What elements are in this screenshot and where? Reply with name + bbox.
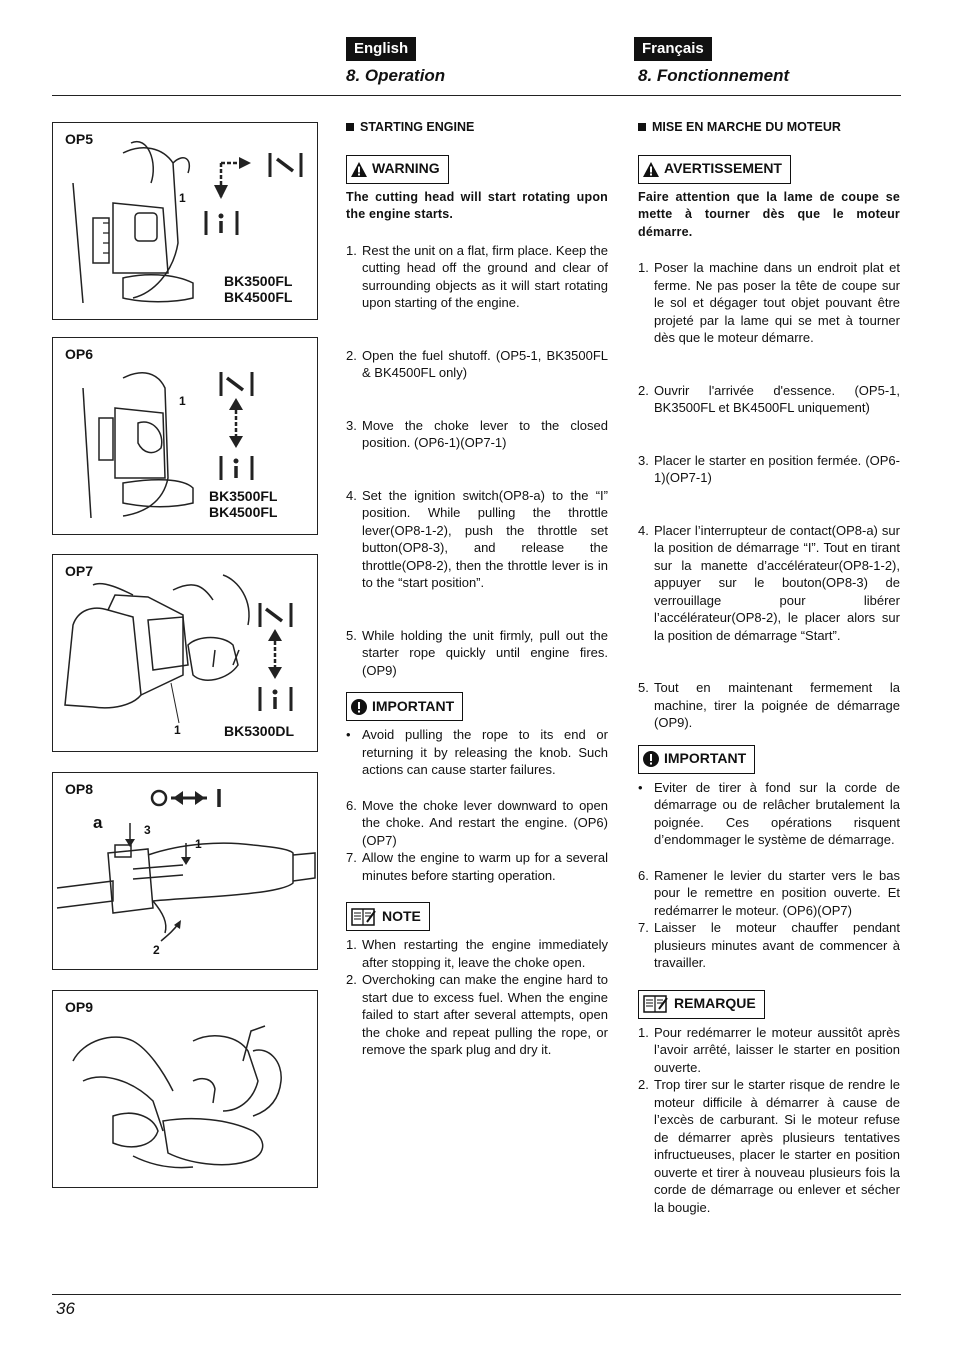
important-text: Eviter de tirer à fond sur la corde de démarrage ou de relâcher brutalement la poignée. Ces opérations risquent d’endommager le système de démarrage.	[654, 779, 900, 847]
step-number: 1.	[638, 260, 649, 275]
note-number: 1.	[346, 937, 357, 952]
model-label: BK3500FL	[209, 488, 278, 504]
step-number: 7.	[346, 850, 357, 865]
note-text: Pour redémarrer le moteur aussitôt après l’avoir arrêté, laisser le starter en position ouverte.	[654, 1024, 900, 1075]
figure-op5	[52, 122, 318, 320]
list-item	[346, 797, 608, 850]
figure-label-op8: OP8	[65, 781, 94, 797]
model-label: BK4500FL	[209, 504, 278, 520]
step-text: While holding the unit firmly, pull out the starter rope quickly until engine fires. (OP9)	[362, 627, 608, 678]
note-number: 2.	[346, 972, 357, 987]
step-number: 6.	[638, 867, 649, 883]
figure-op9	[52, 990, 318, 1188]
note-label: NOTE	[382, 907, 421, 924]
important-text: Avoid pulling the rope to its end or returning it by releasing the knob. Such actions can cause starter failures.	[362, 727, 608, 777]
note-book-icon	[351, 908, 377, 926]
step-number: 2.	[346, 347, 357, 363]
list-item	[638, 919, 900, 972]
model-label: BK5300DL	[224, 723, 295, 739]
list-item	[346, 627, 608, 680]
square-bullet-icon	[638, 123, 646, 131]
step-text: Poser la machine dans un endroit plat et ferme. Ne pas poser la tête de coupe sur le sol et dégager tout objet pouvant être projeté par la lame qui se met à tourner dès que le moteur démarre.	[654, 260, 900, 345]
warning-label: AVERTISSEMENT	[664, 160, 782, 177]
square-bullet-icon	[346, 123, 354, 131]
step-text: Tout en maintenant fermement la machine, tirer la poignée de démarrage (OP9).	[654, 680, 900, 730]
figure-label-op6: OP6	[65, 346, 94, 362]
warning-triangle-icon	[351, 162, 367, 177]
callout-2: 2	[153, 943, 160, 957]
step-text: Placer le starter en position fermée. (OP6-1)(OP7-1)	[654, 452, 900, 485]
note-label: REMARQUE	[674, 995, 756, 1012]
list-item	[346, 936, 608, 971]
step-number: 4.	[638, 522, 649, 538]
list-item	[638, 1076, 900, 1216]
step-text: Laisser le moteur chauffer pendant plusieurs minutes avant de commencer à travailler.	[654, 920, 900, 970]
step-number: 7.	[638, 920, 649, 935]
figure-label-op9: OP9	[65, 999, 94, 1015]
op6-illustration	[53, 338, 319, 536]
step-text: Ouvrir l'arrivée d'essence. (OP5-1, BK3500FL et BK4500FL uniquement)	[654, 382, 900, 415]
step-number: 6.	[346, 797, 357, 813]
figure-op7	[52, 554, 318, 752]
list-item	[638, 259, 900, 347]
exclamation-circle-icon	[643, 751, 659, 767]
step-number: 2.	[638, 382, 649, 398]
step-number: 1.	[346, 242, 357, 258]
step-number: 3.	[638, 452, 649, 468]
warning-text: The cutting head will start rotating upon the engine starts.	[346, 189, 608, 221]
list-item	[346, 487, 608, 592]
op9-illustration	[53, 991, 319, 1189]
figure-op8	[52, 772, 318, 970]
subsection-heading-text: STARTING ENGINE	[360, 120, 475, 134]
note-book-icon	[643, 995, 669, 1013]
important-label: IMPORTANT	[372, 697, 455, 714]
figure-label-op7: OP7	[65, 563, 94, 579]
note-box	[346, 902, 430, 931]
footer-rule	[52, 1294, 901, 1295]
warning-box	[346, 155, 449, 184]
note-text: When restarting the engine immediately after stopping it, leave the choke open.	[362, 937, 608, 970]
bullet: •	[638, 779, 643, 795]
important-box	[638, 745, 755, 774]
callout-1: 1	[179, 394, 186, 408]
note-text: Overchoking can make the engine hard to start due to excess fuel. When the engine failed to start after several attempts, open the choke and repeat pulling the rope, or remove the spark plug and dry it.	[362, 972, 608, 1057]
step-text: Placer l’interrupteur de contact(OP8-a) sur la position de démarrage “I”. Tout en tirant sur la manette d’accélérateur(OP8-1-2), appuyer sur le bouton(OP8-3) de verrouillage pour libérer l’accélérateur(OP8-2), le placer alors sur la position de démarrage “Start”.	[654, 522, 900, 643]
list-item	[346, 726, 608, 779]
step-number: 3.	[346, 417, 357, 433]
step-text: Move the choke lever downward to open the choke. And restart the engine. (OP6)(OP7)	[362, 797, 608, 848]
warning-triangle-icon	[643, 162, 659, 177]
list-item	[638, 867, 900, 920]
step-number: 4.	[346, 487, 357, 503]
section-title-fr: 8. Fonctionnement	[638, 66, 790, 85]
step-text: Ramener le levier du starter vers le bas pour le remettre en position ouverte. Et redémarrer le moteur. (OP6)(OP7)	[654, 867, 900, 918]
note-number: 1.	[638, 1024, 649, 1040]
note-number: 2.	[638, 1077, 649, 1092]
figure-label-op5: OP5	[65, 131, 94, 147]
list-item	[638, 1024, 900, 1077]
list-item	[638, 679, 900, 732]
step-text: Move the choke lever to the closed position. (OP6-1)(OP7-1)	[362, 417, 608, 450]
list-item	[638, 779, 900, 849]
important-label: IMPORTANT	[664, 750, 747, 767]
subsection-heading-text: MISE EN MARCHE DU MOTEUR	[652, 120, 841, 134]
model-label: BK4500FL	[224, 289, 293, 305]
language-tab-english: English	[346, 37, 416, 61]
important-box	[346, 692, 463, 721]
page-number: 36	[56, 1299, 75, 1318]
list-item	[346, 242, 608, 312]
list-item	[346, 849, 608, 884]
note-text: Trop tirer sur le starter risque de rendre le moteur difficile à démarrer à cause de l’excès de carburant. Si le moteur refuse de démarrer après plusieurs tentatives infructueuses, placer le starter en position ouverte et tirer à nouveau plusieurs fois la corde de démarrage ou enlever et sécher la bougie.	[654, 1077, 900, 1215]
step-text: Allow the engine to warm up for a several minutes before starting operation.	[362, 850, 608, 883]
step-number: 5.	[346, 627, 357, 643]
step-text: Set the ignition switch(OP8-a) to the “I” position. While pulling the throttle lever(OP8-1-2), push the throttle set button(OP8-3), and release the throttle(OP8-2), then the throttle lever is in to the “start position”.	[362, 487, 608, 590]
callout-1: 1	[195, 837, 202, 851]
callout-3: 3	[144, 823, 151, 837]
exclamation-circle-icon	[351, 699, 367, 715]
step-text: Rest the unit on a flat, firm place. Keep the cutting head off the ground and clear of surrounding objects as it will start rotating upon starting of the engine.	[362, 242, 608, 310]
op8-illustration	[53, 773, 319, 971]
french-column	[638, 119, 900, 1216]
bullet: •	[346, 727, 351, 742]
warning-box	[638, 155, 791, 184]
list-item	[346, 971, 608, 1059]
list-item	[638, 522, 900, 645]
callout-1: 1	[179, 191, 186, 205]
section-title-en: 8. Operation	[346, 66, 446, 85]
list-item	[638, 452, 900, 487]
note-box	[638, 990, 765, 1019]
step-number: 5.	[638, 680, 649, 695]
figure-op6	[52, 337, 318, 535]
header-rule	[52, 95, 901, 96]
callout-1: 1	[174, 723, 181, 737]
list-item	[346, 417, 608, 452]
subsection-heading	[346, 119, 608, 137]
warning-label: WARNING	[372, 160, 440, 177]
language-tab-french: Français	[634, 37, 712, 61]
english-column	[346, 119, 608, 1059]
subsection-heading	[638, 119, 900, 137]
step-text: Open the fuel shutoff. (OP5-1, BK3500FL & BK4500FL only)	[362, 347, 608, 380]
warning-text: Faire attention que la lame de coupe se mette à tourner dès que le moteur démarre.	[638, 189, 900, 239]
callout-a: a	[93, 813, 103, 832]
list-item	[638, 382, 900, 417]
list-item	[346, 347, 608, 382]
model-label: BK3500FL	[224, 273, 293, 289]
